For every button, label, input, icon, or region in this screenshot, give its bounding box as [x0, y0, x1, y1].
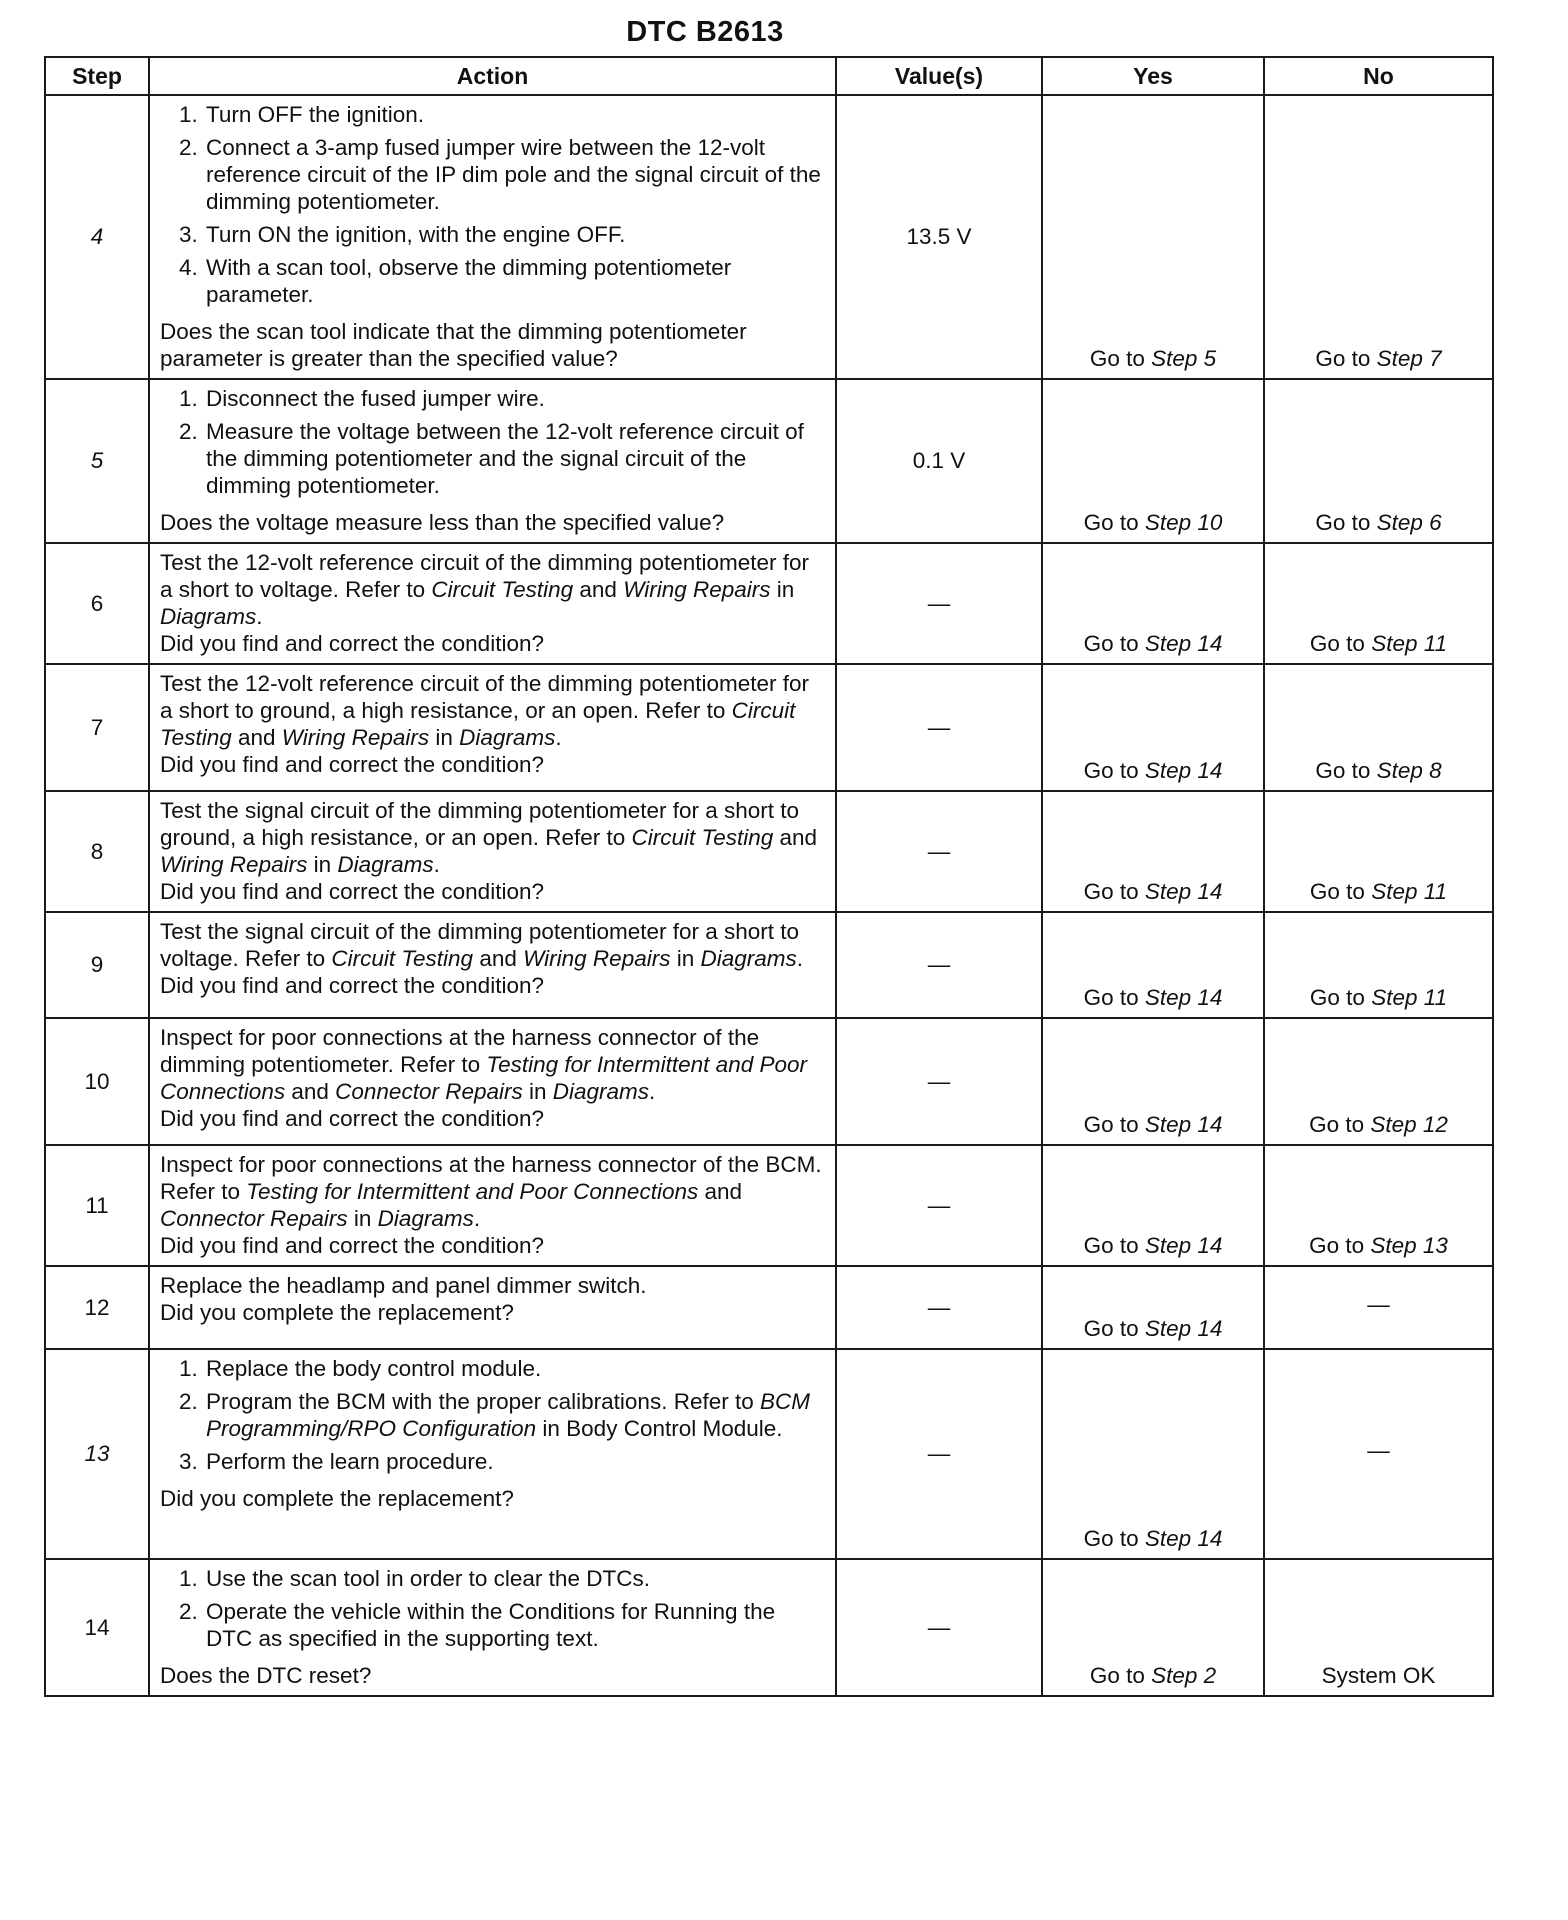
text-segment: With a scan tool, observe the dimming potentiometer parameter.: [206, 255, 732, 307]
reference-link-text: Connector Repairs: [335, 1079, 523, 1104]
header-step: Step: [45, 57, 149, 95]
action-cell: [149, 791, 836, 912]
text-segment: Turn OFF the ignition.: [206, 102, 425, 127]
step-number: 14: [45, 1559, 149, 1696]
text-segment: Test the 12-volt reference circuit of the dimming potentiometer for a short to ground, a high resistance, or an open. Refer to: [160, 671, 810, 723]
action-content: [160, 918, 827, 1008]
step-number: 4: [45, 95, 149, 379]
goto-label: Go to: [1083, 1112, 1145, 1137]
text-segment: Connect a 3-amp fused jumper wire between the 12-volt reference circuit of the IP dim pole and the signal circuit of the dimming potentiometer.: [206, 135, 821, 214]
goto-label: Go to: [1309, 631, 1372, 656]
action-text: [160, 918, 827, 972]
action-content: [160, 1565, 827, 1689]
text-segment: Replace the body control module.: [206, 1356, 542, 1381]
reference-link-text: Testing for Intermittent and Poor Connections: [246, 1179, 699, 1204]
action-step: [204, 418, 827, 499]
goto-step: Step 14: [1144, 985, 1223, 1010]
goto-step: Step 11: [1371, 879, 1448, 904]
yes-cell: [1042, 1145, 1264, 1266]
action-cell: [149, 1349, 836, 1559]
action-step: [204, 1388, 827, 1442]
goto-label: Go to: [1083, 879, 1145, 904]
text-segment: and: [698, 1179, 743, 1204]
table-header-row: [45, 57, 1493, 95]
no-cell: [1264, 543, 1493, 664]
no-cell: [1264, 1018, 1493, 1145]
goto-step: Step 14: [1144, 1526, 1223, 1551]
action-steps-list: [160, 1565, 827, 1658]
text-segment: in: [307, 852, 338, 877]
goto-label: Go to: [1083, 1526, 1145, 1551]
text-segment: Disconnect the fused jumper wire.: [206, 386, 545, 411]
value-cell: —: [836, 1145, 1042, 1266]
text-segment: Perform the learn procedure.: [206, 1449, 494, 1474]
text-segment: .: [796, 946, 804, 971]
goto-step: Step 14: [1144, 1112, 1223, 1137]
text-segment: .: [256, 604, 263, 629]
text-segment: Measure the voltage between the 12-volt reference circuit of the dimming potentiometer and the signal circuit of the dimming potentiometer.: [206, 419, 804, 498]
action-question: Did you find and correct the condition?: [160, 1233, 544, 1258]
reference-link-text: Circuit Testing: [631, 825, 774, 850]
text-segment: and: [285, 1079, 336, 1104]
table-row: [45, 1349, 1493, 1559]
no-cell: [1264, 1145, 1493, 1266]
reference-link-text: Diagrams: [337, 852, 434, 877]
table-row: [45, 1559, 1493, 1696]
reference-link-text: Connector Repairs: [160, 1206, 348, 1231]
text-segment: Test the signal circuit of the dimming potentiometer for a short to voltage. Refer to: [160, 919, 800, 971]
dtc-table: [44, 56, 1494, 1697]
action-step: [204, 1565, 827, 1592]
header-yes: Yes: [1042, 57, 1264, 95]
text-segment: Inspect for poor connections at the harness connector of the BCM. Refer to: [160, 1152, 822, 1204]
reference-link-text: Diagrams: [552, 1079, 650, 1104]
yes-cell: [1042, 1266, 1264, 1349]
action-content: [160, 1024, 827, 1135]
reference-link-text: Wiring Repairs: [281, 725, 430, 750]
text-segment: in: [347, 1206, 378, 1231]
goto-label: Go to: [1083, 631, 1145, 656]
reference-link-text: Wiring Repairs: [623, 577, 771, 602]
action-steps-list: [160, 1355, 827, 1481]
text-segment: Test the signal circuit of the dimming potentiometer for a short to ground, a high resistance, or an open. Refer to: [160, 798, 800, 850]
value-cell: —: [836, 1559, 1042, 1696]
action-question: Did you find and correct the condition?: [160, 973, 544, 998]
action-text: [160, 670, 827, 751]
goto-label: Go to: [1315, 758, 1377, 783]
goto-step: Step 14: [1144, 1233, 1223, 1258]
action-question: Did you complete the replacement?: [160, 1486, 514, 1511]
value-cell: 0.1 V: [836, 379, 1042, 543]
table-row: [45, 912, 1493, 1018]
step-number: 7: [45, 664, 149, 791]
value-cell: 13.5 V: [836, 95, 1042, 379]
action-cell: [149, 95, 836, 379]
action-question: Does the DTC reset?: [160, 1663, 372, 1688]
value-cell: —: [836, 1266, 1042, 1349]
step-number: 11: [45, 1145, 149, 1266]
goto-step: Step 2: [1151, 1663, 1217, 1688]
reference-link-text: Circuit Testing: [431, 577, 574, 602]
header-no: No: [1264, 57, 1493, 95]
goto-step: Step 12: [1370, 1112, 1448, 1137]
table-row: [45, 1018, 1493, 1145]
header-values: Value(s): [836, 57, 1042, 95]
step-number: 13: [45, 1349, 149, 1559]
step-number: 12: [45, 1266, 149, 1349]
reference-link-text: Circuit Testing: [160, 698, 796, 750]
goto-label: Go to: [1083, 510, 1145, 535]
text-segment: in Body Control Module.: [536, 1416, 783, 1441]
yes-cell: [1042, 791, 1264, 912]
yes-cell: [1042, 912, 1264, 1018]
reference-link-text: Circuit Testing: [331, 946, 474, 971]
action-content: [160, 101, 827, 372]
action-content: [160, 1355, 827, 1549]
no-cell: [1264, 664, 1493, 791]
value-cell: —: [836, 1349, 1042, 1559]
goto-label: Go to: [1083, 1316, 1145, 1341]
no-cell: [1264, 95, 1493, 379]
action-content: [160, 1272, 827, 1339]
table-row: [45, 664, 1493, 791]
yes-cell: [1042, 664, 1264, 791]
goto-step: Step 10: [1144, 510, 1223, 535]
yes-cell: [1042, 95, 1264, 379]
action-cell: [149, 1559, 836, 1696]
text-segment: in: [522, 1079, 553, 1104]
action-question: Did you find and correct the condition?: [160, 752, 544, 777]
action-content: [160, 1151, 827, 1259]
action-steps-list: [160, 385, 827, 505]
text-segment: Operate the vehicle within the Conditions for Running the DTC as specified in the supporting text.: [206, 1599, 776, 1651]
reference-link-text: Diagrams: [459, 725, 556, 750]
action-step: [204, 1598, 827, 1652]
goto-step: Step 7: [1376, 346, 1442, 371]
no-cell: [1264, 791, 1493, 912]
no-cell: [1264, 912, 1493, 1018]
action-step: [204, 1355, 827, 1382]
no-cell: [1264, 1266, 1493, 1349]
text-segment: in: [770, 577, 795, 602]
goto-step: Step 11: [1371, 985, 1448, 1010]
text-segment: in: [670, 946, 701, 971]
no-cell: [1264, 1559, 1493, 1696]
text-segment: Use the scan tool in order to clear the DTCs.: [206, 1566, 650, 1591]
table-row: [45, 543, 1493, 664]
text-segment: Replace the headlamp and panel dimmer switch.: [160, 1273, 647, 1298]
yes-cell: [1042, 1018, 1264, 1145]
action-content: [160, 385, 827, 536]
yes-cell: [1042, 543, 1264, 664]
reference-link-text: Diagrams: [700, 946, 797, 971]
reference-link-text: Diagrams: [377, 1206, 474, 1231]
step-number: 5: [45, 379, 149, 543]
value-cell: —: [836, 1018, 1042, 1145]
yes-cell: [1042, 1349, 1264, 1559]
reference-link-text: Testing for Intermittent and Poor Connections: [160, 1052, 807, 1104]
header-action: Action: [149, 57, 836, 95]
text-segment: .: [555, 725, 562, 750]
reference-link-text: Wiring Repairs: [523, 946, 671, 971]
reference-link-text: Wiring Repairs: [160, 852, 308, 877]
action-question: Did you find and correct the condition?: [160, 631, 544, 656]
action-cell: [149, 664, 836, 791]
yes-cell: [1042, 379, 1264, 543]
step-number: 8: [45, 791, 149, 912]
action-cell: [149, 1018, 836, 1145]
action-question: Did you find and correct the condition?: [160, 1106, 544, 1131]
action-question: Did you find and correct the condition?: [160, 879, 544, 904]
action-step: [204, 134, 827, 215]
action-content: [160, 797, 827, 905]
action-cell: [149, 912, 836, 1018]
goto-step: Step 11: [1371, 631, 1448, 656]
step-number: 6: [45, 543, 149, 664]
action-content: [160, 670, 827, 781]
goto-step: Step 14: [1144, 758, 1223, 783]
result-text: —: [1367, 1438, 1390, 1463]
goto-step: Step 6: [1376, 510, 1442, 535]
action-steps-list: [160, 101, 827, 314]
action-step: [204, 221, 827, 248]
result-text: System OK: [1321, 1663, 1436, 1688]
action-cell: [149, 1266, 836, 1349]
goto-step: Step 13: [1370, 1233, 1448, 1258]
goto-label: Go to: [1309, 1233, 1371, 1258]
action-cell: [149, 543, 836, 664]
action-question: Does the scan tool indicate that the dimming potentiometer parameter is greater than the specified value?: [160, 319, 747, 371]
value-cell: —: [836, 543, 1042, 664]
text-segment: and: [773, 825, 818, 850]
table-row: [45, 1266, 1493, 1349]
no-cell: [1264, 1349, 1493, 1559]
step-number: 10: [45, 1018, 149, 1145]
action-question: Did you complete the replacement?: [160, 1300, 514, 1325]
goto-label: Go to: [1083, 1233, 1145, 1258]
text-segment: .: [433, 852, 440, 877]
goto-label: Go to: [1315, 510, 1377, 535]
goto-label: Go to: [1089, 346, 1152, 371]
step-number: 9: [45, 912, 149, 1018]
text-segment: in: [429, 725, 460, 750]
goto-label: Go to: [1315, 346, 1377, 371]
action-question: Does the voltage measure less than the specified value?: [160, 510, 725, 535]
result-text: —: [1367, 1291, 1390, 1317]
table-row: [45, 1145, 1493, 1266]
text-segment: Test the 12-volt reference circuit of the dimming potentiometer for a short to voltage. Refer to: [160, 550, 810, 602]
action-text: [160, 1151, 827, 1232]
text-segment: and: [231, 725, 282, 750]
goto-step: Step 5: [1151, 346, 1217, 371]
goto-label: Go to: [1309, 879, 1372, 904]
goto-label: Go to: [1083, 985, 1145, 1010]
action-text: [160, 1272, 827, 1299]
goto-step: Step 14: [1144, 879, 1223, 904]
action-cell: [149, 1145, 836, 1266]
action-text: [160, 549, 827, 630]
goto-step: Step 14: [1144, 1316, 1223, 1341]
action-text: [160, 797, 827, 878]
text-segment: Program the BCM with the proper calibrations. Refer to: [206, 1389, 760, 1414]
reference-link-text: BCM Programming/RPO Configuration: [206, 1389, 810, 1441]
table-row: [45, 791, 1493, 912]
goto-step: Step 14: [1144, 631, 1223, 656]
value-cell: —: [836, 912, 1042, 1018]
action-step: [204, 101, 827, 128]
goto-label: Go to: [1089, 1663, 1152, 1688]
action-step: [204, 254, 827, 308]
text-segment: Turn ON the ignition, with the engine OFF.: [206, 222, 626, 247]
text-segment: .: [649, 1079, 656, 1104]
no-cell: [1264, 379, 1493, 543]
goto-step: Step 8: [1376, 758, 1442, 783]
goto-label: Go to: [1083, 758, 1145, 783]
yes-cell: [1042, 1559, 1264, 1696]
table-row: [45, 379, 1493, 543]
goto-label: Go to: [1309, 1112, 1371, 1137]
table-row: [45, 95, 1493, 379]
value-cell: —: [836, 791, 1042, 912]
text-segment: .: [473, 1206, 481, 1231]
action-text: [160, 1024, 827, 1105]
text-segment: and: [473, 946, 524, 971]
text-segment: Inspect for poor connections at the harness connector of the dimming potentiometer. Refer to: [160, 1025, 760, 1077]
reference-link-text: Diagrams: [160, 604, 257, 629]
action-cell: [149, 379, 836, 543]
action-step: [204, 385, 827, 412]
text-segment: and: [573, 577, 624, 602]
action-content: [160, 549, 827, 657]
action-step: [204, 1448, 827, 1475]
value-cell: —: [836, 664, 1042, 791]
page-title: DTC B2613: [626, 16, 784, 48]
goto-label: Go to: [1309, 985, 1372, 1010]
